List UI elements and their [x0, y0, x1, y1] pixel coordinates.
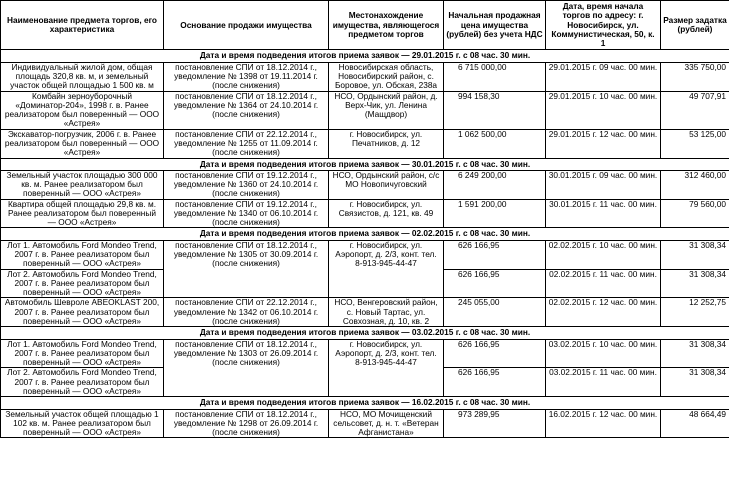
table-row [1, 298, 729, 327]
start-price: 1 062 500,00 [444, 129, 546, 158]
sale-basis: постановление СПИ от 22.12.2014 г., уведомление № 1342 от 06.10.2014 г. (после снижения) [164, 298, 329, 327]
auction-date: 03.02.2015 г. 11 час. 00 мин. [546, 368, 661, 397]
item-name: Квартира общей площадью 29,8 кв. м. Ранее реализатором был поверенный — ООО «Астрея» [1, 199, 164, 228]
location: г. Новосибирск, ул. Аэропорт, д. 2/3, конт. тел. 8-913-945-44-47 [329, 339, 444, 397]
location: г. Новосибирск, ул. Связистов, д. 121, кв. 49 [329, 199, 444, 228]
section-title: Дата и время подведения итогов приема заявок — 16.02.2015 г. с 08 час. 30 мин. [1, 397, 729, 409]
item-name: Лот 1. Автомобиль Ford Mondeo Trend, 2007 г. в. Ранее реализатором был поверенный — ООО «Астрея» [1, 339, 164, 368]
header-location: Местонахождение имущества, являющегося предметом торгов [329, 1, 444, 50]
item-name: Комбайн зерноуборочный «Доминатор-204», 1998 г. в. Ранее реализатором был поверенный — ООО «Астрея» [1, 91, 164, 129]
table-row [1, 199, 729, 228]
auction-date: 29.01.2015 г. 09 час. 00 мин. [546, 62, 661, 91]
table-row [1, 240, 729, 269]
start-price: 1 591 200,00 [444, 199, 546, 228]
auction-date: 29.01.2015 г. 10 час. 00 мин. [546, 91, 661, 129]
deposit: 12 252,75 [661, 298, 729, 327]
location: г. Новосибирск, ул. Печатников, д. 12 [329, 129, 444, 158]
item-name: Индивидуальный жилой дом, общая площадь 320,8 кв. м, и земельный участок общей площадью 1 500 кв. м [1, 62, 164, 91]
location: НСО, Ордынский район, д. Верх-Чик, ул. Ленина (Мащдвор) [329, 91, 444, 129]
auction-date: 02.02.2015 г. 11 час. 00 мин. [546, 269, 661, 298]
header-auction-date: Дата, время начала торгов по адресу: г. Новосибирск, ул. Коммунистическая, 50, к. 1 [546, 1, 661, 50]
header-deposit: Размер задатка (рублей) [661, 1, 729, 50]
section-header [1, 50, 729, 62]
location: НСО, МО Мочищенский сельсовет, д. н. т. «Ветеран Афганистана» [329, 409, 444, 438]
table-row [1, 129, 729, 158]
start-price: 994 158,30 [444, 91, 546, 129]
header-row [1, 1, 729, 50]
deposit: 53 125,00 [661, 129, 729, 158]
header-item-name: Наименование предмета торгов, его характеристика [1, 1, 164, 50]
item-name: Автомобиль Шевроле ABEOKLAST 200, 2007 г. в. Ранее реализатором был поверенный — ООО «Астрея» [1, 298, 164, 327]
deposit: 312 460,00 [661, 170, 729, 199]
table-row [1, 339, 729, 368]
table-row [1, 170, 729, 199]
item-name: Земельный участок площадью 300 000 кв. м. Ранее реализатором был поверенный — ООО «Астрея» [1, 170, 164, 199]
deposit: 79 560,00 [661, 199, 729, 228]
auction-date: 02.02.2015 г. 12 час. 00 мин. [546, 298, 661, 327]
sale-basis: постановление СПИ от 19.12.2014 г., уведомление № 1360 от 24.10.2014 г. (после снижения) [164, 170, 329, 199]
sale-basis: постановление СПИ от 18.12.2014 г., уведомление № 1398 от 19.11.2014 г. (после снижения) [164, 62, 329, 91]
auction-date: 30.01.2015 г. 09 час. 00 мин. [546, 170, 661, 199]
start-price: 6 249 200,00 [444, 170, 546, 199]
header-start-price: Начальная продажная цена имущества (рублей) без учета НДС [444, 1, 546, 50]
section-title: Дата и время подведения итогов приема заявок — 30.01.2015 г. с 08 час. 30 мин. [1, 158, 729, 170]
sale-basis: постановление СПИ от 18.12.2014 г., уведомление № 1298 от 26.09.2014 г. (после снижения) [164, 409, 329, 438]
start-price: 626 166,95 [444, 339, 546, 368]
start-price: 626 166,95 [444, 368, 546, 397]
auction-date: 29.01.2015 г. 12 час. 00 мин. [546, 129, 661, 158]
deposit: 335 750,00 [661, 62, 729, 91]
sale-basis: постановление СПИ от 18.12.2014 г., уведомление № 1364 от 24.10.2014 г. (после снижения) [164, 91, 329, 129]
section-header [1, 228, 729, 240]
auction-date: 16.02.2015 г. 12 час. 00 мин. [546, 409, 661, 438]
section-header [1, 397, 729, 409]
location: НСО, Ордынский район, с/с МО Новопичуговский [329, 170, 444, 199]
sale-basis: постановление СПИ от 18.12.2014 г., уведомление № 1305 от 30.09.2014 г. (после снижения) [164, 240, 329, 298]
start-price: 626 166,95 [444, 269, 546, 298]
location: Новосибирская область, Новосибирский район, с. Боровое, ул. Обская, 238а [329, 62, 444, 91]
item-name: Лот 2. Автомобиль Ford Mondeo Trend, 2007 г. в. Ранее реализатором был поверенный — ООО «Астрея» [1, 368, 164, 397]
deposit: 31 308,34 [661, 269, 729, 298]
header-sale-basis: Основание продажи имущества [164, 1, 329, 50]
auction-date: 30.01.2015 г. 11 час. 00 мин. [546, 199, 661, 228]
deposit: 31 308,34 [661, 339, 729, 368]
location: НСО, Венгеровский район, с. Новый Тартас, ул. Совхозная, д. 10, кв. 2 [329, 298, 444, 327]
item-name: Экскаватор-погрузчик, 2006 г. в. Ранее реализатором был поверенный — ООО «Астрея» [1, 129, 164, 158]
auction-date: 02.02.2015 г. 10 час. 00 мин. [546, 240, 661, 269]
sale-basis: постановление СПИ от 18.12.2014 г., уведомление № 1303 от 26.09.2014 г. (после снижения) [164, 339, 329, 397]
sale-basis: постановление СПИ от 22.12.2014 г., уведомление № 1255 от 11.09.2014 г. (после снижения) [164, 129, 329, 158]
sale-basis: постановление СПИ от 19.12.2014 г., уведомление № 1340 от 06.10.2014 г. (после снижения) [164, 199, 329, 228]
deposit: 48 664,49 [661, 409, 729, 438]
item-name: Лот 1. Автомобиль Ford Mondeo Trend, 2007 г. в. Ранее реализатором был поверенный — ООО «Астрея» [1, 240, 164, 269]
section-title: Дата и время подведения итогов приема заявок — 29.01.2015 г. с 08 час. 30 мин. [1, 50, 729, 62]
deposit: 31 308,34 [661, 240, 729, 269]
table-row [1, 62, 729, 91]
start-price: 973 289,95 [444, 409, 546, 438]
start-price: 626 166,95 [444, 240, 546, 269]
deposit: 49 707,91 [661, 91, 729, 129]
start-price: 6 715 000,00 [444, 62, 546, 91]
section-title: Дата и время подведения итогов приема заявок — 03.02.2015 г. с 08 час. 30 мин. [1, 327, 729, 339]
table-row [1, 409, 729, 438]
item-name: Лот 2. Автомобиль Ford Mondeo Trend, 2007 г. в. Ранее реализатором был поверенный — ООО «Астрея» [1, 269, 164, 298]
deposit: 31 308,34 [661, 368, 729, 397]
table-row [1, 91, 729, 129]
section-header [1, 327, 729, 339]
section-header [1, 158, 729, 170]
item-name: Земельный участок общей площадью 1 102 кв. м. Ранее реализатором был поверенный — ООО «Астрея» [1, 409, 164, 438]
section-title: Дата и время подведения итогов приема заявок — 02.02.2015 г. с 08 час. 30 мин. [1, 228, 729, 240]
start-price: 245 055,00 [444, 298, 546, 327]
location: г. Новосибирск, ул. Аэропорт, д. 2/3, конт. тел. 8-913-945-44-47 [329, 240, 444, 298]
auction-date: 03.02.2015 г. 10 час. 00 мин. [546, 339, 661, 368]
